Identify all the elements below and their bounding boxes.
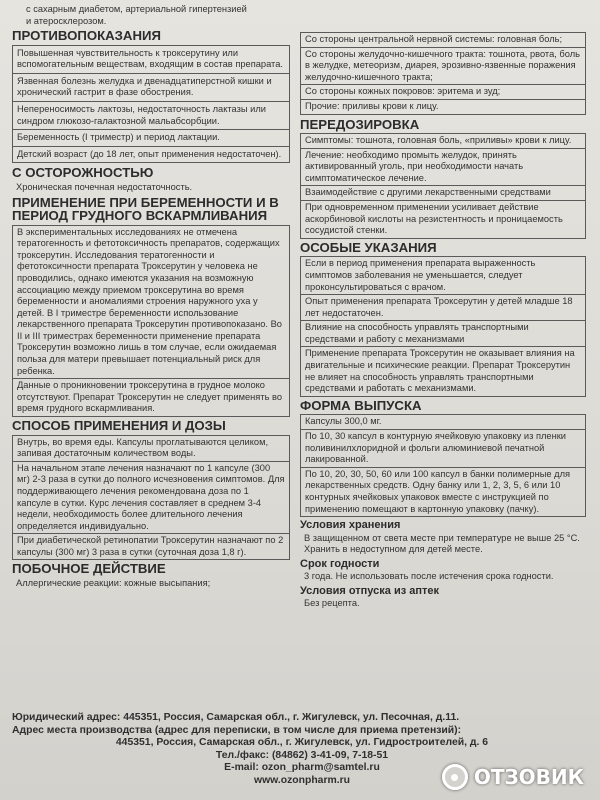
list-item: По 10, 20, 30, 50, 60 или 100 капсул в банки полимерные для лекарственных средств. Одну банку или 1, 2, 3, 5, 6 или 10 контурных ячейковых упаковок вместе с инструкцией по применению помещают в картонную упаковку (пачку).: [305, 468, 571, 514]
storage-heading: Условия хранения: [300, 519, 401, 532]
storage-text: В защищенном от света месте при температуре не выше 25 °С. Хранить в недоступном для детей месте.: [304, 532, 580, 555]
special-notes-heading: ОСОБЫЕ УКАЗАНИЯ: [300, 239, 437, 255]
caution-text: Хроническая почечная недостаточность.: [16, 181, 193, 192]
list-item: Детский возраст (до 18 лет, опыт применения недостаточен).: [17, 148, 282, 159]
pregnancy-block: [12, 225, 290, 418]
list-item: Применение препарата Троксерутин не оказывает влияния на двигательные и психические реакции. Препарат Троксерутин не влияет на способность управлять транспортными средствами и работать с механизмами.: [305, 348, 575, 394]
side-effects-list: [300, 32, 586, 115]
release-form-heading: ФОРМА ВЫПУСКА: [300, 397, 422, 413]
website: www.ozonpharm.ru: [253, 774, 351, 786]
contraindications-list: [12, 45, 290, 164]
dosage-text: На начальном этапе лечения назначают по 1 капсуле (300 мг) 2-3 раза в сутки до полного исчезновения симптомов. Для поддерживающего лечения рекомендована доза по 1 капсуле в сутки. Курс лечения составляет в среднем 3-4 недели, необходимость более длительного лечения определяется индивидуально.: [13, 462, 289, 535]
otzovik-logo-icon: [442, 764, 468, 790]
interaction-heading: Взаимодействие с другими лекарственными средствами: [301, 186, 585, 201]
legal-address: Юридический адрес: 445351, Россия, Самарская обл., г. Жигулевск, ул. Песочная, д.11.: [12, 712, 460, 723]
list-item: Повышенная чувствительность к троксерутину или вспомогательным веществам, входящим в состав препарата.: [13, 46, 289, 74]
intro-line: и атеросклерозом.: [26, 15, 107, 26]
list-item: Влияние на способность управлять транспортными средствами и работу с механизмами: [301, 321, 585, 347]
watermark-text: ОТЗОВИК: [473, 765, 584, 789]
contraindications-heading: ПРОТИВОПОКАЗАНИЯ: [12, 28, 161, 44]
phone-fax: Тел./факс: (84862) 3-41-09, 7-18-51: [215, 749, 389, 761]
overdose-list: [300, 133, 586, 239]
dosage-block: [12, 435, 290, 561]
list-item: Прочие: приливы крови к лицу.: [305, 100, 439, 111]
pregnancy-text: В экспериментальных исследованиях не отмечена тератогенность и фетотоксичность препаратов, содержащих троксерутин. Исследования тератогенности и фетотоксичности препарата Троксерутин у человека не проводились, однако имеются указания на возможную ассоциацию между приемом троксерутина во время беременности и аномалиями строения наружного уха у детей. В I триместре беременности использование лекарственного препарата Троксерутин противопоказано. Во II и III триместрах беременности применение препарата Троксерутин возможно лишь в том случае, если ожидаемая польза для матери превышает потенциальный риск для ребенка.: [13, 226, 289, 380]
list-item: Если в период применения препарата выраженность симптомов заболевания не уменьшается, следует проконсультироваться с врачом.: [301, 257, 585, 295]
list-item: Со стороны кожных покровов: эритема и зуд;: [301, 85, 585, 100]
pregnancy-text-lactation: Данные о проникновении троксерутина в грудное молоко отсутствуют. Препарат Троксерутин не следует применять во время грудного вскармливания.: [17, 380, 283, 414]
dispensing-heading: Условия отпуска из аптек: [300, 584, 440, 597]
list-item: Непереносимость лактозы, недостаточность лактазы или синдром глюкозо-галактозной мальабсорбции.: [13, 102, 289, 130]
list-item: Со стороны желудочно-кишечного тракта: тошнота, рвота, боль в желудке, метеоризм, диарея, эрозивно-язвенные поражения желудочно-кишечного тракта;: [301, 48, 585, 86]
side-effects-text: Аллергические реакции: кожные высыпания;: [16, 577, 211, 588]
interaction-text: При одновременном применении усиливает действие аскорбиновой кислоты на резистентность и проницаемость сосудистой стенки.: [305, 202, 563, 236]
dosage-text: Внутрь, во время еды. Капсулы проглатываются целиком, запивая достаточным количеством воды.: [13, 436, 289, 462]
production-address: 445351, Россия, Самарская обл., г. Жигулевск, ул. Гидростроителей, д. 6: [115, 737, 489, 748]
shelf-life-heading: Срок годности: [300, 557, 380, 570]
production-address-label: Адрес места производства (адрес для переписки, в том числе для приема претензий):: [12, 724, 462, 736]
overdose-heading: ПЕРЕДОЗИРОВКА: [300, 116, 420, 132]
caution-heading: С ОСТОРОЖНОСТЬЮ: [12, 165, 154, 181]
side-effects-heading: ПОБОЧНОЕ ДЕЙСТВИЕ: [12, 561, 166, 577]
list-item: Лечение: необходимо промыть желудок, принять активированный уголь, при необходимости начать симптоматическое лечение.: [301, 149, 585, 187]
list-item: Язвенная болезнь желудка и двенадцатиперстной кишки и хронический гастрит в фазе обострения.: [13, 74, 289, 102]
pregnancy-heading: ПРИМЕНЕНИЕ ПРИ БЕРЕМЕННОСТИ И В ПЕРИОД ГРУДНОГО ВСКАРМЛИВАНИЯ: [12, 194, 279, 224]
shelf-life-text: 3 года. Не использовать после истечения срока годности.: [304, 571, 554, 582]
email: E-mail: ozon_pharm@samtel.ru: [224, 762, 380, 773]
left-column: [12, 4, 290, 590]
right-column: [300, 4, 586, 610]
dosage-heading: СПОСОБ ПРИМЕНЕНИЯ И ДОЗЫ: [12, 418, 226, 434]
list-item: Капсулы 300,0 мг.: [301, 415, 585, 430]
otzovik-watermark: [442, 764, 584, 790]
list-item: Симптомы: тошнота, головная боль, «приливы» крови к лицу.: [301, 134, 585, 149]
list-item: По 10, 30 капсул в контурную ячейковую упаковку из пленки поливинилхлоридной и фольги алюминиевой печатной лакированной.: [301, 430, 585, 468]
dispensing-text: Без рецепта.: [304, 598, 360, 609]
list-item: Со стороны центральной нервной системы: головная боль;: [301, 33, 585, 48]
list-item: Опыт применения препарата Троксерутин у детей младше 18 лет недостаточен.: [301, 295, 585, 321]
dosage-text: При диабетической ретинопатии Троксерутин назначают по 2 капсулы (300 мг) 3 раза в сутки (суточная доза 1,8 г).: [17, 535, 284, 557]
intro-line: с сахарным диабетом, артериальной гипертензией: [26, 4, 247, 14]
special-notes-list: [300, 256, 586, 397]
list-item: Беременность (I триместр) и период лактации.: [13, 130, 289, 147]
release-form-list: [300, 414, 586, 517]
